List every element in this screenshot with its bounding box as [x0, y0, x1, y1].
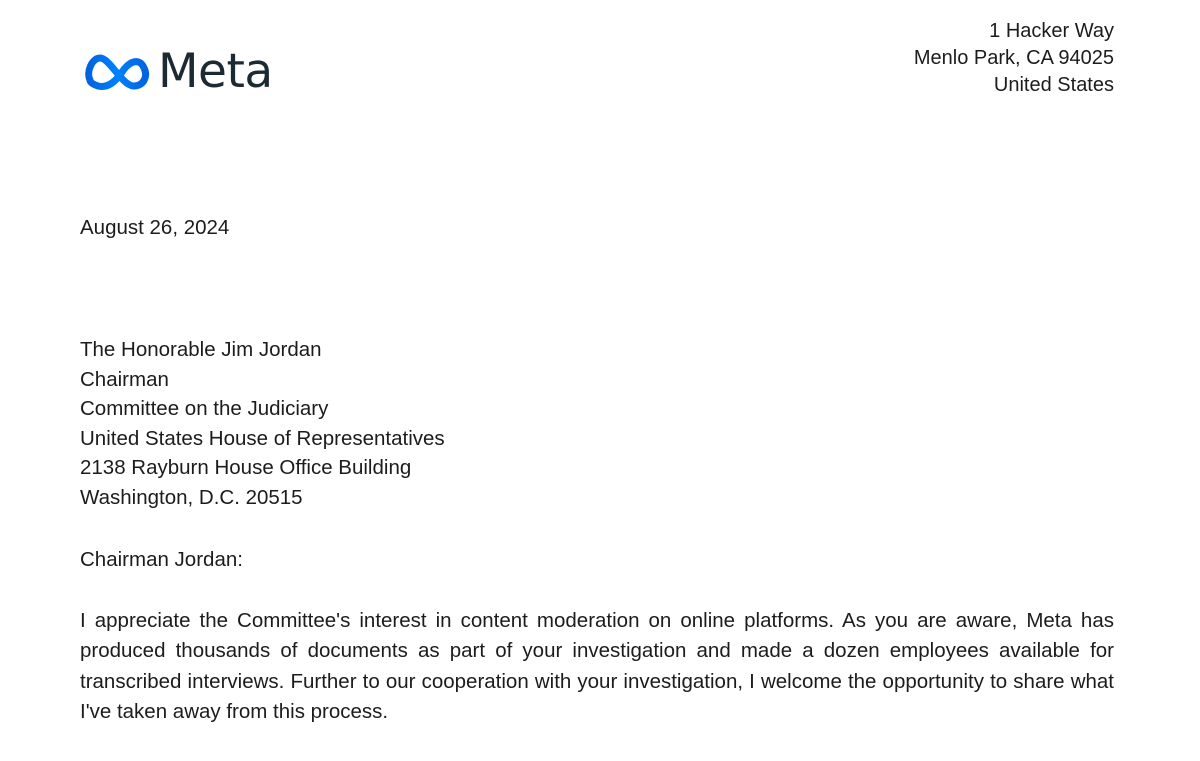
recipient-line: Committee on the Judiciary: [80, 397, 329, 421]
address-line: Menlo Park, CA 94025: [913, 47, 1114, 69]
meta-wordmark: Meta: [158, 44, 273, 99]
address-line: 1 Hacker Way: [989, 20, 1114, 42]
letter-date: August 26, 2024: [80, 216, 230, 239]
address-line: United States: [993, 74, 1114, 96]
sender-address: [914, 18, 1114, 99]
recipient-line: United States House of Representatives: [80, 426, 445, 450]
recipient-line: 2138 Rayburn House Office Building: [80, 456, 412, 480]
salutation: Chairman Jordan:: [80, 548, 243, 571]
recipient-line: Washington, D.C. 20515: [80, 485, 303, 509]
meta-logo: [82, 46, 273, 98]
recipient-line: Chairman: [80, 367, 169, 391]
recipient-address: [80, 335, 445, 513]
body-paragraph: I appreciate the Committee's interest in content moderation on online platforms. As you are aware, Meta has produced thousands of documents as part of your investigation and made a dozen employees available for transcribed interviews. Further to our cooperation with your investigation, I welcome the opportunity to share what I've taken away from this process.: [80, 609, 1114, 723]
meta-infinity-icon: [82, 50, 152, 94]
recipient-line: The Honorable Jim Jordan: [80, 338, 322, 361]
